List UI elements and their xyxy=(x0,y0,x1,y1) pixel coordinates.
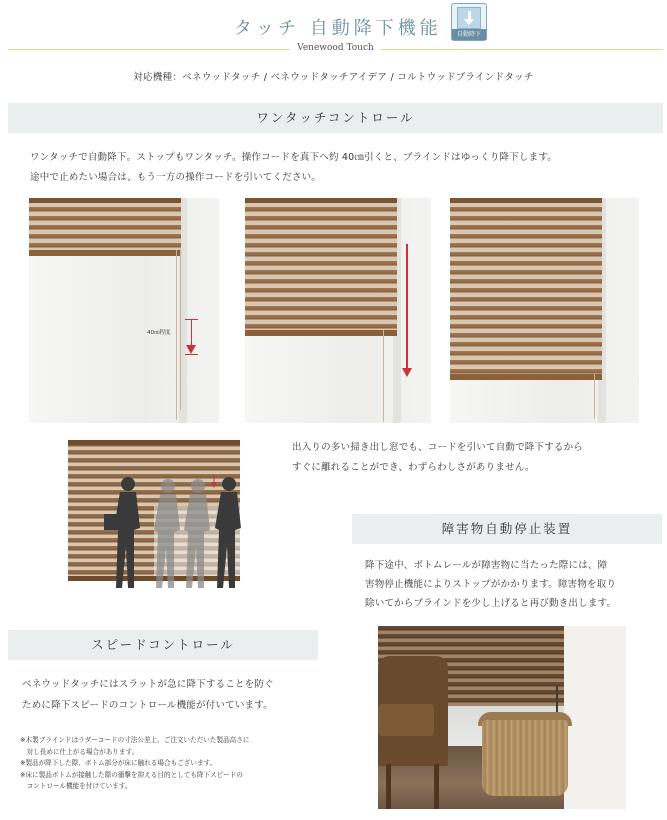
one-touch-line-1: ワンタッチで自動降下。ストップもワンタッチ。操作コードを真下へ約 40㎝引くと、ブラインドはゆっくり降下します。 xyxy=(30,152,557,163)
descend-arrow xyxy=(406,244,408,370)
auto-descend-badge xyxy=(451,3,487,41)
doorway-line-1: 出入りの多い掃き出し窓でも、コードを引いて自動で降下するから xyxy=(292,442,584,453)
pull-distance-label: 40㎝程度 xyxy=(147,330,171,336)
title-rule-left xyxy=(8,49,290,50)
obstacle-stop-description xyxy=(365,556,655,613)
page-subtitle: Venewood Touch xyxy=(297,43,374,53)
footnote-line: コントロール機能を付けています。 xyxy=(20,782,132,791)
obstacle-stop-heading: 障害物自動停止装置 xyxy=(352,514,662,544)
one-touch-description xyxy=(30,148,650,188)
person-silhouette-icon xyxy=(98,476,248,592)
footnotes xyxy=(20,735,320,793)
blind-photo-lowered xyxy=(450,198,639,423)
speed-control-heading: スピードコントロール xyxy=(8,630,318,660)
compatible-models: 対応機種：ベネウッドタッチ / ベネウッドタッチアイデア / コルトウッドブラインドタッチ xyxy=(133,72,534,83)
one-touch-line-2: 途中で止めたい場合は、もう一方の操作コードを引いてください。 xyxy=(30,172,322,183)
basket-obstacle xyxy=(482,720,568,796)
footnote-line: ※床に製品ボトムが接触した際の衝撃を抑える目的としても降下スピードの xyxy=(20,770,243,779)
one-touch-heading: ワンタッチコントロール xyxy=(8,103,663,133)
obstacle-photo xyxy=(378,626,626,809)
doorway-description xyxy=(292,438,632,478)
badge-label: 自動降下 xyxy=(452,29,486,40)
speed-line-1: ベネウッドタッチにはスラットが急に降下することを防ぐ xyxy=(22,679,274,690)
doorway-line-2: すぐに離れることができ、わずらわしさがありません。 xyxy=(292,462,535,473)
footnote-line: ※木製ブラインドはラダーコードの寸法公差上、ご注文いただいた製品高さに xyxy=(20,736,250,744)
footnote-line: ※製品が降下した際、ボトム部分が床に触れる場合もございます。 xyxy=(20,759,217,768)
blind-photo-start xyxy=(29,198,219,423)
obstacle-line-1: 降下途中、ボトムレールが障害物に当たった際には、障 xyxy=(365,560,608,571)
obstacle-line-2: 害物停止機能によりストップがかかります。障害物を取り xyxy=(365,579,617,590)
footnote-line: 対し長めに仕上がる場合があります。 xyxy=(20,747,139,756)
obstacle-line-3: 除いてからブラインドを少し上げると再び動き出します。 xyxy=(365,598,617,609)
down-arrow-icon xyxy=(457,7,481,29)
page-title: タッチ 自動降下機能 xyxy=(234,18,442,39)
speed-control-description xyxy=(22,674,322,716)
doorway-illustration xyxy=(68,440,246,590)
blind-photo-descending xyxy=(245,198,431,423)
title-rule-right xyxy=(381,49,663,50)
speed-line-2: ために降下スピードのコントロール機能が付いています。 xyxy=(22,700,273,711)
